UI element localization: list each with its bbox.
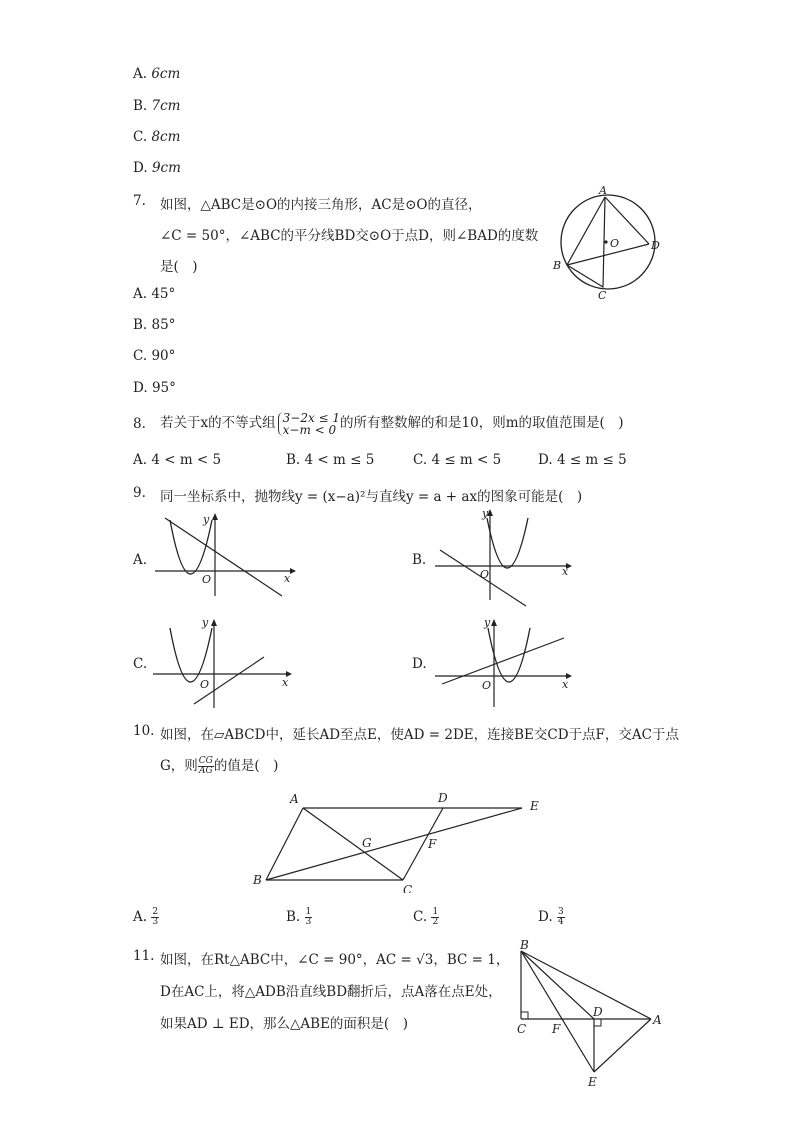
- q9-option-c-label: C.: [133, 656, 148, 672]
- q11-stem-line3: 如果AD ⊥ ED，那么△ABE的面积是( ): [160, 1016, 408, 1032]
- q11-stem-line2: D在AC上，将△ADB沿直线BD翻折后，点A落在点E处，: [160, 984, 502, 1000]
- q9-option-b-label: B.: [412, 552, 427, 568]
- svg-text:y: y: [484, 616, 491, 629]
- q9-graph-a: [150, 508, 300, 598]
- q9-graph-c: [150, 612, 300, 712]
- q10-option-a: A. $\frac{2}{3}$: [133, 907, 159, 927]
- svg-text:y: y: [203, 513, 210, 526]
- q7-stem-line3: 是( ): [160, 259, 198, 275]
- svg-text:O: O: [200, 678, 210, 691]
- q8-stem: 若关于x的不等式组 3−2x ≤ 1 x−m < 0 的所有整数解的和是10，则m的取值范围是( ): [160, 410, 624, 437]
- q10-stem-line2: G，则 $\frac{CG}{AG}$ 的值是( ): [160, 756, 279, 776]
- svg-text:D: D: [438, 791, 448, 805]
- svg-text:x: x: [562, 678, 569, 691]
- svg-text:D: D: [593, 1005, 603, 1019]
- svg-text:E: E: [588, 1075, 597, 1089]
- svg-text:C: C: [517, 1022, 527, 1036]
- q6-option-a: A. 6cm: [133, 66, 181, 82]
- q7-circle-figure: [548, 180, 670, 302]
- q7-option-c: C. 90°: [133, 348, 176, 364]
- q11-number: 11.: [133, 948, 155, 964]
- svg-text:F: F: [552, 1022, 561, 1036]
- q10-option-c: C. $\frac{1}{2}$: [413, 907, 439, 927]
- svg-text:C: C: [403, 883, 413, 893]
- svg-text:F: F: [428, 837, 437, 851]
- q6-option-c: C. 8cm: [133, 129, 181, 145]
- q8-number: 8.: [133, 416, 146, 432]
- q9-number: 9.: [133, 485, 146, 501]
- q9-option-a-label: A.: [133, 552, 148, 568]
- q8-option-a: A. 4 < m < 5: [133, 452, 222, 468]
- svg-text:G: G: [362, 836, 372, 850]
- q7-option-d: D. 95°: [133, 380, 176, 396]
- q8-option-c: C. 4 ≤ m < 5: [413, 452, 502, 468]
- q7-label-c: C: [598, 289, 607, 302]
- q7-label-o: O: [610, 237, 620, 250]
- svg-text:O: O: [482, 679, 492, 692]
- svg-text:x: x: [284, 572, 291, 585]
- q7-label-a: A: [599, 184, 607, 197]
- q7-option-a: A. 45°: [133, 286, 176, 302]
- q10-parallelogram-figure: [250, 788, 550, 893]
- q8-option-b: B. 4 < m ≤ 5: [286, 452, 375, 468]
- svg-text:E: E: [530, 799, 539, 813]
- svg-text:B: B: [253, 873, 262, 887]
- q10-option-b: B. $\frac{1}{3}$: [286, 907, 312, 927]
- svg-text:x: x: [562, 565, 569, 578]
- q6-option-d: D. 9cm: [133, 160, 181, 176]
- svg-text:y: y: [482, 507, 489, 520]
- svg-text:B: B: [520, 938, 529, 952]
- svg-text:y: y: [202, 616, 209, 629]
- q8-option-d: D. 4 ≤ m ≤ 5: [538, 452, 627, 468]
- svg-text:O: O: [480, 568, 490, 581]
- q7-number: 7.: [133, 193, 146, 209]
- q8-inequality-system: 3−2x ≤ 1 x−m < 0: [278, 412, 340, 436]
- q10-ratio-fraction: $\frac{CG}{AG}$: [198, 756, 213, 776]
- svg-text:x: x: [282, 676, 289, 689]
- q7-stem-line1: 如图，△ABC是⊙O的内接三角形，AC是⊙O的直径，: [160, 197, 482, 213]
- svg-text:O: O: [202, 573, 212, 586]
- q9-graph-b: [430, 500, 580, 610]
- q7-label-d: D: [651, 239, 660, 252]
- q6-option-b: B. 7cm: [133, 98, 181, 114]
- q11-triangle-figure: [508, 935, 668, 1090]
- q10-option-d: D. $\frac{3}{4}$: [538, 907, 564, 927]
- q9-graph-d: [430, 612, 580, 712]
- q10-number: 10.: [133, 723, 155, 739]
- q9-option-d-label: D.: [412, 656, 427, 672]
- q7-label-b: B: [553, 259, 562, 272]
- q7-option-b: B. 85°: [133, 317, 176, 333]
- q10-stem-line1: 如图，在▱ABCD中，延长AD至点E，使AD = 2DE，连接BE交CD于点F，交AC于点: [160, 727, 679, 743]
- q11-stem-line1: 如图，在Rt△ABC中，∠C = 90°，AC = √3，BC = 1，: [160, 952, 510, 968]
- svg-text:A: A: [653, 1013, 662, 1027]
- svg-text:A: A: [290, 792, 299, 806]
- q9-stem: 同一坐标系中，抛物线y = (x−a)²与直线y = a + ax的图象可能是( ): [160, 489, 583, 505]
- q7-stem-line2: ∠C = 50°，∠ABC的平分线BD交⊙O于点D，则∠BAD的度数: [160, 228, 539, 244]
